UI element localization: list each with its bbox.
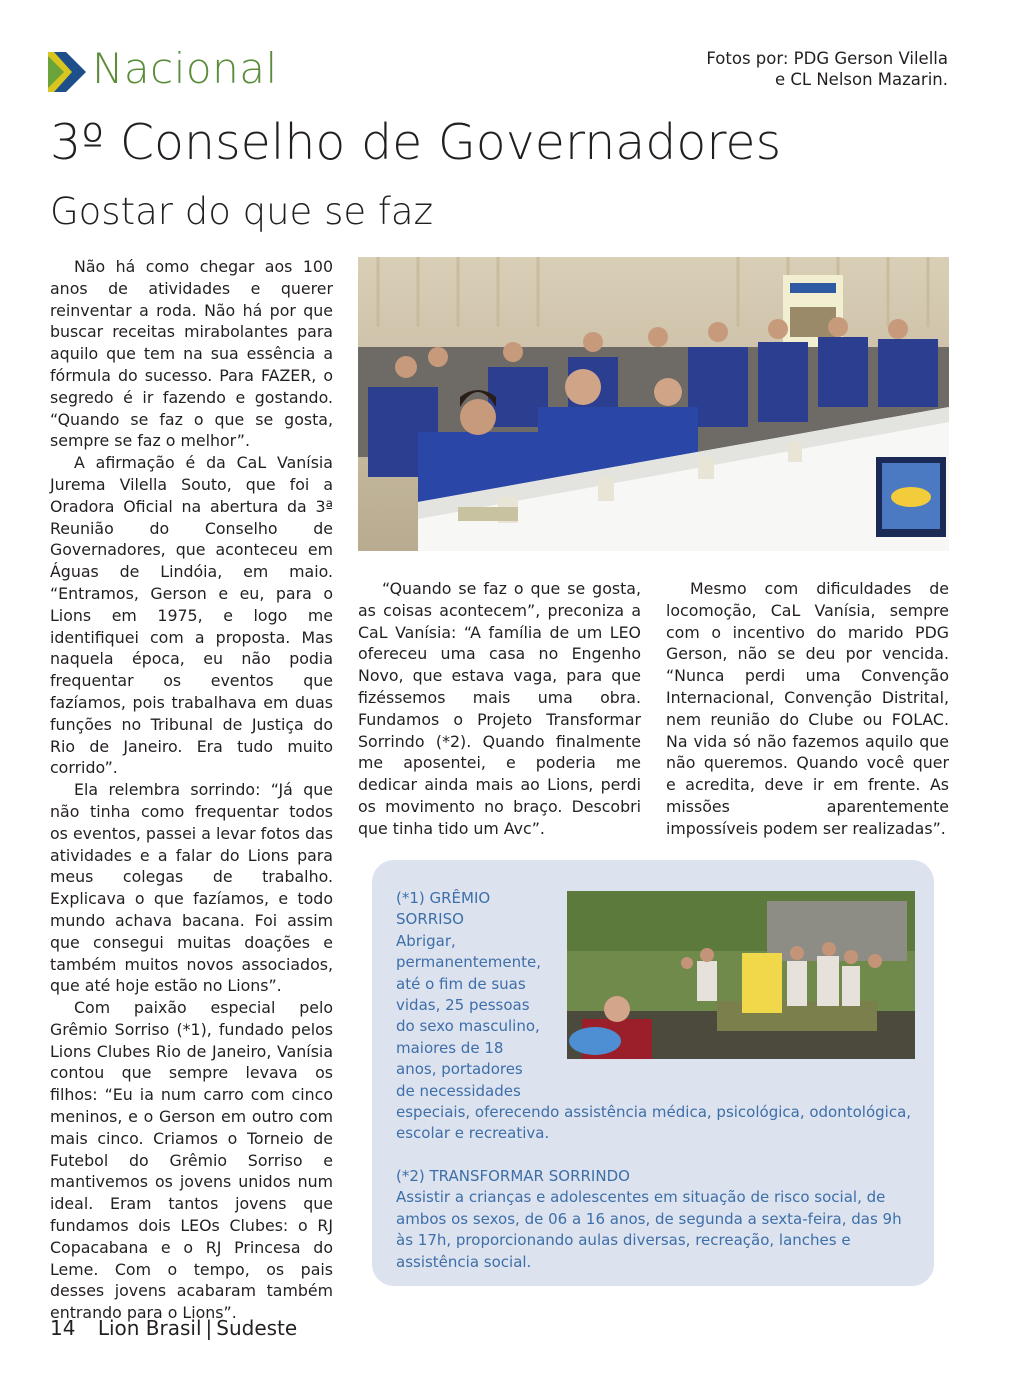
paragraph: A afirmação é da CaL Vanísia Jurema Vilella Souto, que foi a Oradora Oficial na abertura da 3ª Reunião do Conselho de Governadores, que aconteceu em Águas de Lindóia, em maio. “Entramos, Gerson e eu, para o Lions em 1975, e logo me identifiquei com a proposta. Mas naquela época, eu não podia frequentar os eventos que fazíamos, pois trabalhava em duas funções no Tribunal de Justiça do Rio de Janeiro. Era tudo muito corrido”. — [50, 453, 333, 778]
note1-line: vidas, 25 pessoas — [396, 996, 530, 1015]
council-meeting-photo — [358, 257, 949, 551]
notes-sidebar — [372, 860, 934, 1286]
region-name: Sudeste — [216, 1316, 298, 1340]
notes-text — [396, 888, 912, 1273]
note1-line: maiores de 18 — [396, 1038, 504, 1057]
article-column-right — [666, 578, 949, 840]
note1-title: SORRISO — [396, 910, 464, 929]
credits-line: Fotos por: PDG Gerson Vilella — [706, 49, 948, 68]
note1-line: permanentemente, — [396, 953, 542, 972]
paragraph: Não há como chegar aos 100 anos de atividades e querer reinventar a roda. Não há por que buscar receitas mirabolantes para aquilo que tem na sua essência a fórmula do sucesso. Para FAZER, o segredo é ir fazendo e gostando. “Quando se faz o que se gosta, sempre se faz o melhor”. — [50, 257, 333, 451]
photo-credits — [706, 48, 948, 90]
footer-separator: | — [205, 1316, 213, 1340]
article-column-left — [50, 256, 333, 1324]
credits-line: e CL Nelson Mazarin. — [774, 70, 948, 89]
article-title: 3º Conselho de Governadores — [50, 114, 782, 171]
paragraph: Mesmo com dificuldades de locomoção, CaL Vanísia, sempre com o incentivo do marido PDG Gerson, não se deu por vencida. “Nunca perdi uma Convenção Internacional, Convenção Distrital, nem reunião do Clube ou FOLAC. Na vida só não fazemos aquilo que não queremos. Quando você quer e acredita, deve ir em frente. As missões aparentemente impossíveis podem ser realizadas”. — [666, 579, 949, 838]
note2-text: Assistir a crianças e adolescentes em situação de risco social, de ambos os sexos, de 06 a 16 anos, de segunda a sexta-feira, das 9h às 17h, proporcionando aulas diversas, recreação, lanches e assistência social. — [396, 1188, 902, 1271]
page-footer — [50, 1316, 297, 1340]
note1-line: do sexo masculino, — [396, 1017, 540, 1036]
note1-line: anos, portadores — [396, 1060, 523, 1079]
note2-title: (*2) TRANSFORMAR SORRINDO — [396, 1166, 630, 1185]
note1-line: até o fim de suas — [396, 974, 526, 993]
paragraph: “Quando se faz o que se gosta, as coisas acontecem”, preconiza a CaL Vanísia: “A família de um LEO ofereceu uma casa no Engenho Novo, que estava vaga, para que fizéssemos mais uma obra. Fundamos o Projeto Transformar Sorrindo (*2). Quando finalmente me aposentei, e poderia me dedicar ainda mais ao Lions, perdi os movimento no braço. Descobri que tinha tido um Avc”. — [358, 579, 641, 838]
magazine-name: Lion Brasil — [97, 1316, 202, 1340]
paragraph: Ela relembra sorrindo: “Já que não tinha como frequentar todos os eventos, passei a levar fotos das atividades e a falar do Lions para meus colegas de trabalho. Explicava o que fazíamos, e todo mundo achava bacana. Foi assim que consegui muitas doações e também muitos novos associados, que até hoje estão no Lions”. — [50, 780, 333, 996]
paragraph: Com paixão especial pelo Grêmio Sorriso (*1), fundado pelos Lions Clubes Rio de Janeiro, Vanísia contou que sempre levava os filhos: “Eu ia num carro com cinco meninos, e o Gerson em outro com mais cinco. Criamos o Torneio de Futebol do Grêmio Sorriso e mantivemos os jovens unidos num ideal. Eram tantos jovens que fundamos dois LEOs Clubes: o RJ Copacabana e o RJ Princesa do Leme. Com o tempo, os pais desses jovens acabaram também entrando para o Lions”. — [50, 998, 333, 1323]
section-label: Nacional — [92, 44, 278, 93]
note1-rest: especiais, oferecendo assistência médica, psicológica, odontológica, escolar e recreativa. — [396, 1103, 912, 1143]
note1-line: Abrigar, — [396, 931, 456, 950]
article-subtitle: Gostar do que se faz — [50, 190, 434, 233]
section-chevron-icon — [48, 52, 86, 92]
page-number: 14 — [50, 1316, 76, 1340]
note1-title: (*1) GRÊMIO — [396, 889, 491, 907]
article-column-middle — [358, 578, 641, 840]
note1-line: de necessidades — [396, 1081, 521, 1100]
